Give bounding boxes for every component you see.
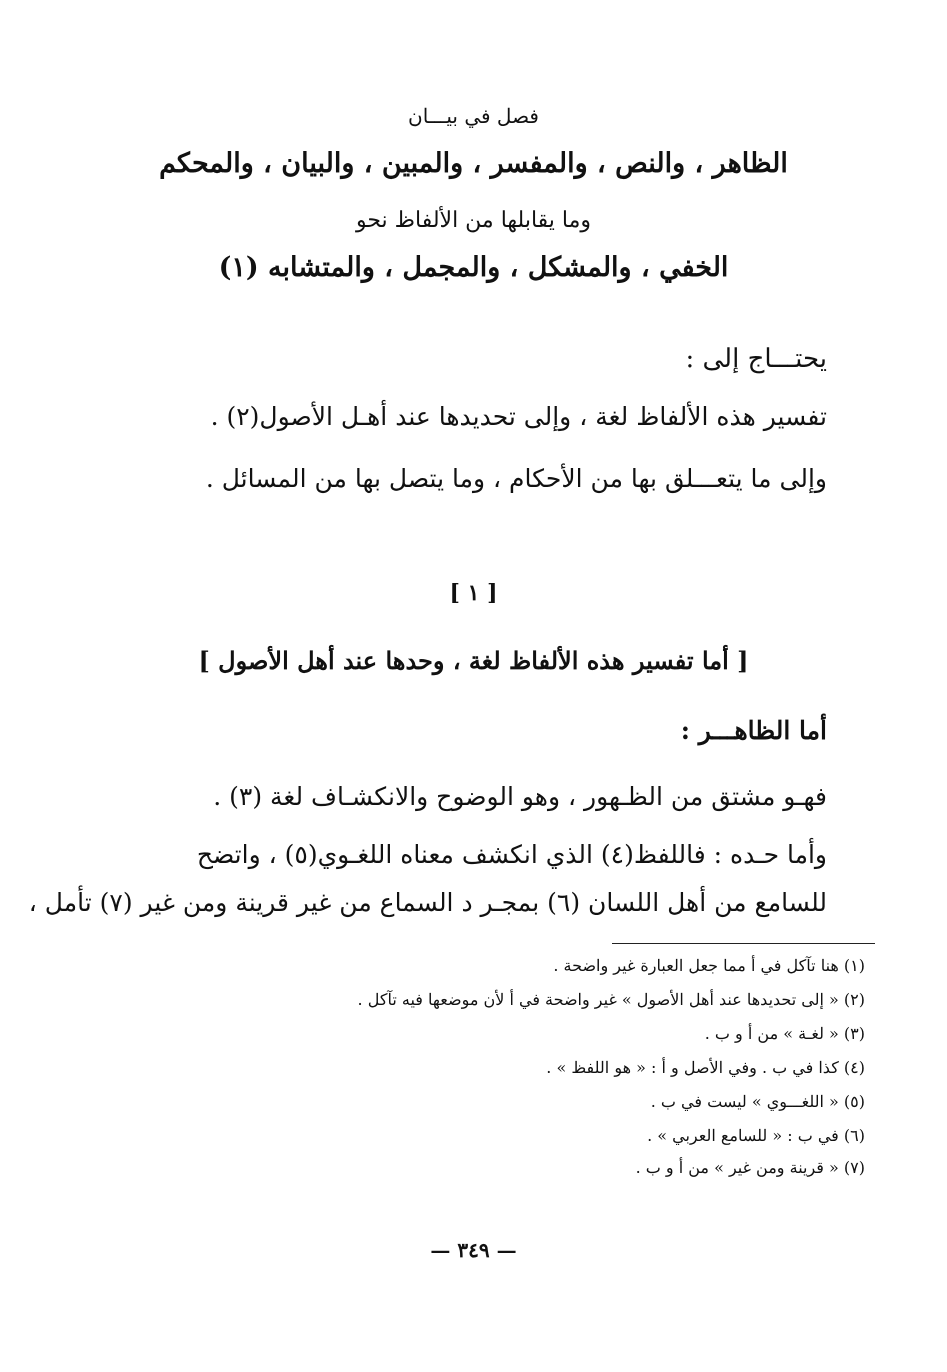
body-line-3: للسامع من أهل اللسان (٦) بمجـر د السماع من غير قرينة ومن غير (٧) تأمل ، <box>28 888 827 917</box>
footnote-7: (٧) « قرينة ومن غير » من أ و ب . <box>635 1158 865 1177</box>
footnote-2: (٢) « إلى تحديدها عند أهل الأصول » غير واضحة في أ لأن موضعها فيه تآكل . <box>357 990 865 1009</box>
section-title: [ أما تفسير هذه الألفاظ لغة ، وحدها عند أهل الأصول ] <box>198 646 749 675</box>
footnote-4: (٤) كذا في ب . وفي الأصل و أ : « هو اللفظ » . <box>546 1058 865 1077</box>
footnote-1: (١) هنا تآكل في أ مما جعل العبارة غير واضحة . <box>553 956 865 975</box>
page-number: — ٣٤٩ — <box>430 1238 517 1262</box>
chapter-label: فصل في بيـــان <box>408 104 539 128</box>
chapter-title-line1: الظاهر ، والنص ، والمفسر ، والمبين ، والبيان ، والمحكم <box>159 148 788 179</box>
chapter-title-line2: الخفي ، والمشكل ، والمجمل ، والمتشابه (١) <box>218 252 729 283</box>
body-line-1: فهـو مشتق من الظـهور ، وهو الوضوح والانكشـاف لغة (٣) . <box>213 782 827 811</box>
body-line-2: وأما حـده : فاللفظ(٤) الذي انكشف معناه اللغـوي(٥) ، واتضح <box>196 840 827 869</box>
footnote-3: (٣) « لغـة » من أ و ب . <box>704 1024 865 1043</box>
footnote-separator <box>612 943 875 944</box>
subheading-zahir: أما الظاهـــر : <box>680 716 827 745</box>
section-number: [ ١ ] <box>449 580 498 606</box>
intro-line-1: يحتـــاج إلى : <box>685 344 827 374</box>
footnote-6: (٦) في ب : « للسامع العربي » . <box>647 1126 865 1145</box>
intro-line-2: تفسير هذه الألفاظ لغة ، وإلى تحديدها عند أهـل الأصول(٢) . <box>210 402 827 431</box>
intro-line-3: وإلى ما يتعـــلق بها من الأحكام ، وما يتصل بها من المسائل . <box>205 464 827 493</box>
footnote-5: (٥) « اللغـــوي » ليست في ب . <box>650 1092 865 1111</box>
chapter-subtitle: وما يقابلها من الألفاظ نحو <box>355 208 592 233</box>
